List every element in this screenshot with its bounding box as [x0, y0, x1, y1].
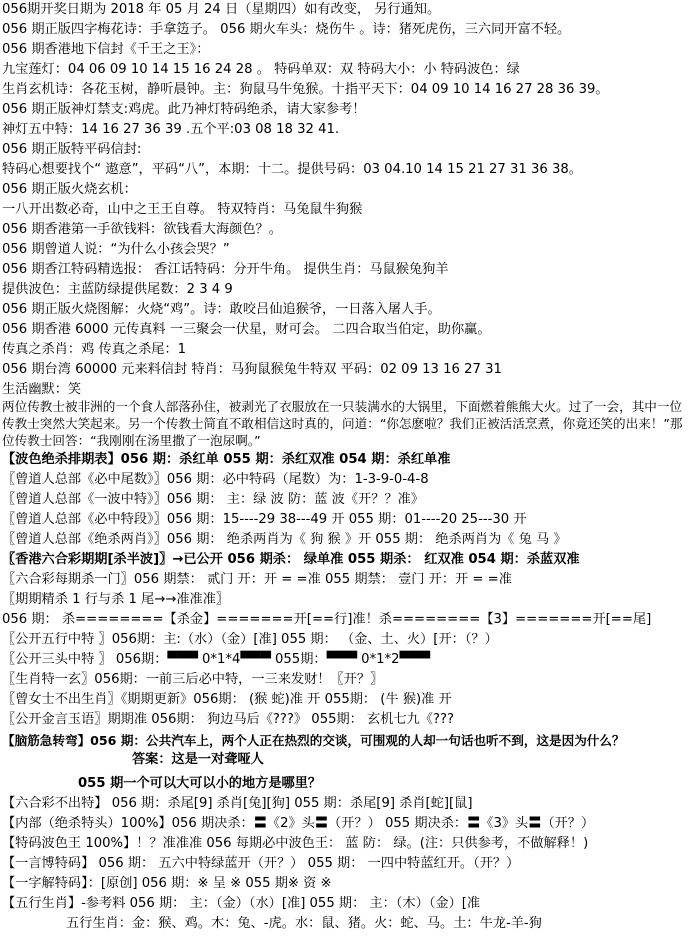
- one-char-code-line: 【一字解特码】：[原创] 056 期：※ 呈 ※ 055 期※ 资 ※: [2, 876, 332, 891]
- brain-teaser-answer: 答案：这是一对聋哑人: [132, 752, 264, 767]
- five-element-key-line: 五行生肖：金：猴、鸡。木：兔、-虎。水：鼠、猪。火：蛇、马。土：牛龙-羊-狗: [66, 916, 542, 931]
- inside-kill-head-line: 【内部（绝杀特头）100%】056 期决杀：〓《2》头〓（开？） 055 期决杀：〓《3》头〓（开？）: [2, 816, 595, 831]
- fire-mystery-title: 056 期正版火烧玄机：: [2, 182, 137, 197]
- tsang-wave-line: 〖曾道人总部《一波中特》〗056 期： 主：绿 波 防：蓝 波《开？？准》: [2, 492, 424, 507]
- brain-teaser-question: 【脑筋急转弯】056 期：公共汽车上，两个人正在热烈的交谈，可围观的人却一句话也听不到，这是因为什么？: [2, 733, 625, 748]
- zodiac-mystery-line: 〖生肖特一玄〗056期：一前三后必中特，一三来发财！〖开？〗: [2, 672, 384, 687]
- kill-row-tail-line: 056 期： 杀========【杀金】=======开[==行]准！杀========【3】=======开[==尾]: [2, 612, 652, 627]
- lamp-five-special-line: 神灯五中特：14 16 27 36 39 .五个平:03 08 18 32 41.: [2, 122, 340, 137]
- hk-6000-fax-line: 056 期香港 6000 元传真料 一三聚会一伏星，财可会。 二四合取当伯定，助你赢。: [2, 322, 491, 337]
- special-code-wish-line: 特码心想要找个“ 遨意”，平码“八”，本期：十二。提供号码：03 04.10 14 15 21 27 31 36 38。: [2, 162, 582, 177]
- golden-words-line: 〖公开金言玉语〗期期准 056期： 狗边马后《???》 055期： 玄机七九《???: [2, 712, 454, 727]
- three-head-line: 〖公开三头中特 〗 056期：▀▀▀ 0*1*4▀▀▀ 055期：▀▀▀ 0*1*2▀▀▀: [2, 652, 430, 667]
- special-flat-envelope-title: 056 期正版特平码信封:: [2, 142, 142, 157]
- next-teaser-question: 055 期一个可以大可以小的地方是哪里？: [78, 776, 322, 791]
- no-special-line: 【六合彩不出特】 056 期：杀尾[9] 杀肖[兔][狗] 055 期：杀尾[9] 杀肖[蛇][鼠]: [2, 796, 473, 811]
- wave-kill-schedule-line: 【波色绝杀排期表】056 期：杀红单 055 期：杀红双准 054 期：杀红单准: [2, 452, 451, 467]
- kill-one-door-line: 〖六合彩每期杀一门〗056 期禁： 贰门 开：开 = =准 055 期禁： 壹门 开：开 = =准: [2, 572, 512, 587]
- wave-color-line: 提供波色：主蓝防绿提供尾数：2 3 4 9: [2, 282, 233, 297]
- half-wave-kill-line: 〖香港六合彩期期[杀半波]〗→已公开 056 期杀： 绿单准 055 期杀： 红双准 054 期：杀蓝双准: [2, 552, 580, 567]
- humor-title: 生活幽默：笑: [2, 382, 82, 397]
- ms-no-zodiac-line: 〖曾女士不出生肖〗《期期更新》056期： (猴 蛇)准 开 055期： (牛 猴)准 开: [2, 692, 452, 707]
- wave-king-line: 【特码波色王 100%】！？准准准 056 每期必中波色王： 蓝 防： 绿。(注：只供参考，不做解释！): [2, 836, 589, 851]
- fax-kill-line: 传真之杀肖：鸡 传真之杀尾：1: [2, 342, 187, 357]
- five-element-zodiac-line: 【五行生肖】-参考料 056 期： 主：（金）（水）[准] 055 期： 主：（木）（金）[准: [2, 896, 481, 911]
- tsang-segment-line: 〖曾道人总部《必中特段》〗056 期：15----29 38---49 开 055 期：01----20 25---30 开: [2, 512, 527, 527]
- xiangjiang-report-line: 056 期香江特码精选报： 香江话特码：分开牛角。 提供生肖：马鼠猴兔狗羊: [2, 262, 449, 277]
- plum-poem-line: 056 期正版四字梅花诗：手拿笾子。 056 期火车头：烧伤牛 。诗：猪死虎伤，三六同开富不轻。: [2, 22, 571, 37]
- one-word-code-line: 【一言博特码】 056 期： 五六中特绿蓝开（开？） 055 期： 一四中特蓝红开。（开？）: [2, 856, 520, 871]
- zodiac-poem-line: 生肖玄机诗：各花玉树，静听晨钟。主：狗鼠马牛兔猴。十指平天下：04 09 10 14 16 27 28 36 39。: [2, 82, 609, 97]
- draw-date-line: 056期开奖日期为 2018 年 05 月 24 日（星期四）如有改变， 另行通知。: [2, 2, 441, 17]
- fire-mystery-line: 一八开出数必奇，山中之王王自尊。 特双特肖：马兔鼠牛狗猴: [2, 202, 363, 217]
- kill-row-tail-title: 〖期期精杀 1 行与杀 1 尾→→准准准〗: [2, 592, 230, 607]
- tsang-two-kill-line: 〖曾道人总部《绝杀两肖》〗056 期： 绝杀两肖为《 狗 猴 》开 055 期： 绝杀两肖为《 兔 马 》: [2, 532, 567, 547]
- tsang-tail-line: 〖曾道人总部《必中尾数》〗056 期：必中特码（尾数）为：1-3-9-0-4-8: [2, 472, 429, 487]
- lamp-ban-line: 056 期正版神灯禁支:鸡虎。此乃神灯特码绝杀，请大家参考！: [2, 102, 366, 117]
- underground-envelope-title: 056 期香港地下信封《千王之王》：: [2, 42, 210, 57]
- tsang-says-line: 056 期曾道人说：“为什么小孩会哭？”: [2, 242, 230, 257]
- taiwan-60000-line: 056 期台湾 60000 元来料信封 特肖：马狗鼠猴兔牛特双 平码：02 09 13 16 27 31: [2, 362, 502, 377]
- nine-lotus-lamp-line: 九宝莲灯：04 06 09 10 14 15 16 24 28 。 特码单双：双 特码大小：小 特码波色：绿: [2, 62, 520, 77]
- fire-diagram-line: 056 期正版火烧图解：火烧“鸡”。诗：敢咬吕仙追猴爷，一日落入屠人手。: [2, 302, 441, 317]
- hk-first-hand-line: 056 期香港第一手欲钱料：欲钱看大海颜色？。: [2, 222, 282, 237]
- five-element-special-line: 〖公开五行中特 〗056期：主:（水）（金）[准] 055 期： （金、土、火）[开：（？）: [2, 632, 498, 647]
- humor-story-paragraph: 两位传教士被非洲的一个食人部落孙住，被剥光了衣服放在一只装满水的大锅里，下面燃着熊熊大火。过了一会，其中一位传教士突然大笑起来。另一个传教士简直不敢相信这时真的，问道：“你怎麽啦？我们正被活活烹煮，你竟还笑的出来！”那位传教士回答：“我刚刚在汤里撒了一泡尿啊。”: [2, 399, 683, 448]
